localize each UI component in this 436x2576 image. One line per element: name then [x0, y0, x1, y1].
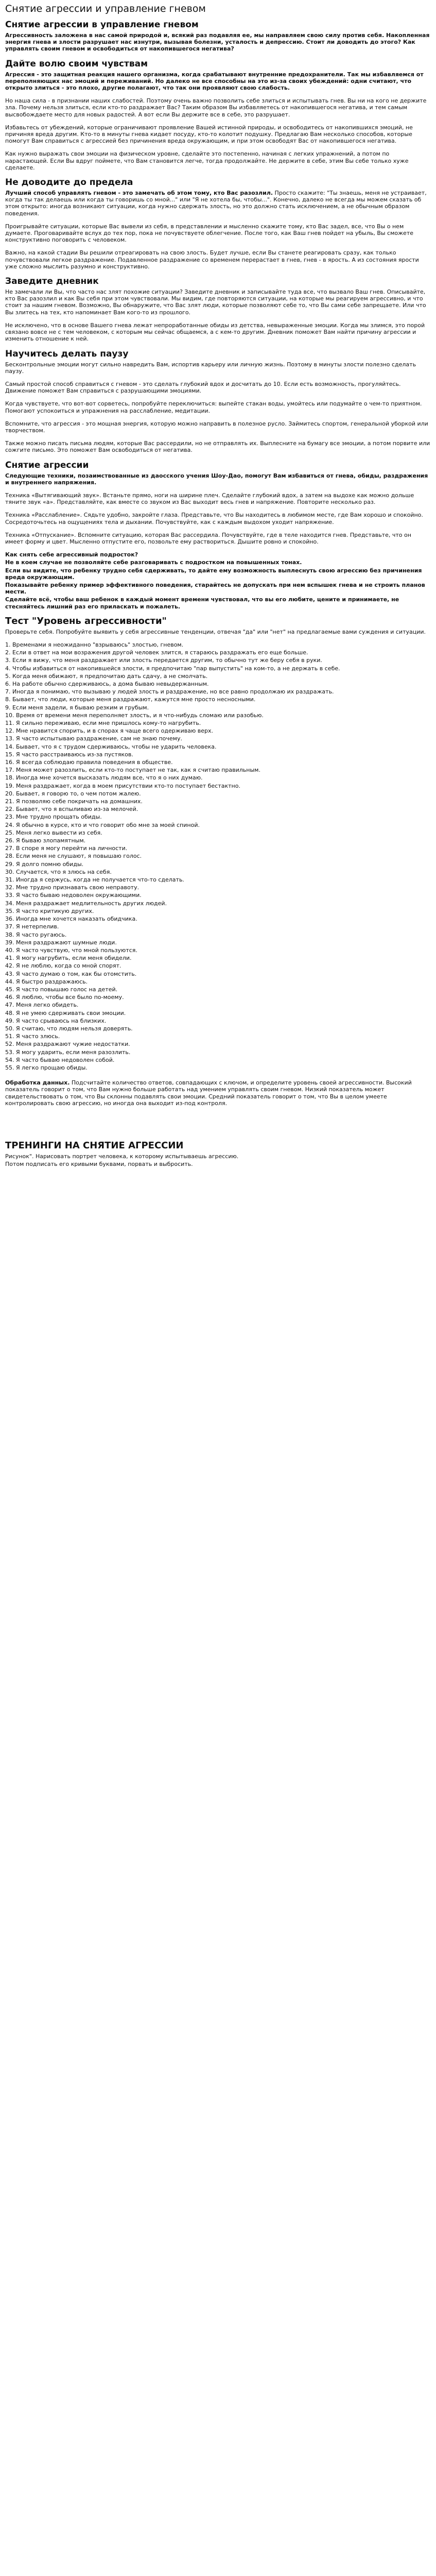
test-question: 35. Я часто критикую других. [5, 907, 94, 914]
intro-paragraph: Агрессивность заложена в нас самой природой и, всякий раз подавляя ее, мы направляем свою силу против себя. Накопленная энергия гнева и злости разрушает нас изнутри, вызывая болезни, усталость и депрессию. Стоит ли доводить до этого? Как управлять своим гневом и освободиться от накопившегося негатива? [5, 32, 430, 53]
pause-paragraph-1: Бесконтрольные эмоции могут сильно навредить Вам, испортив карьеру или личную жизнь. Поэтому в минуты злости полезно сделать паузу. [5, 361, 416, 375]
test-question: 30. Случается, что я злюсь на себя. [5, 868, 112, 875]
teen-tip: Не в коем случае не позволяйте себе разговаривать с подростком на повышенных тонах. [5, 559, 302, 566]
test-question: 41. Я могу нагрубить, если меня обидели. [5, 955, 132, 962]
test-question: 36. Иногда мне хочется наказать обидчика. [5, 916, 137, 923]
test-question: 1. Временами я неожиданно "взрываюсь" злостью, гневом. [5, 641, 184, 648]
test-question: 46. Я люблю, чтобы все было по-моему. [5, 994, 124, 1001]
test-question: 39. Меня раздражают шумные люди. [5, 939, 117, 946]
test-question: 23. Мне трудно прощать обиды. [5, 814, 102, 821]
test-question: 52. Меня раздражают чужие недостатки. [5, 1041, 130, 1048]
test-question: 43. Я часто думаю о том, как бы отомстить. [5, 970, 137, 977]
test-question: 27. В споре я могу перейти на личности. [5, 845, 128, 852]
test-question: 54. Я часто бываю недоволен собой. [5, 1056, 115, 1063]
section-heading-intro: Снятие агрессии в управление гневом [5, 20, 199, 30]
test-question: 12. Мне нравится спорить, и в спорах я чаще всего одерживаю верх. [5, 727, 214, 735]
trainings-paragraph-2: Потом подписать его кривыми буквами, порвать и выбросить. [5, 1161, 193, 1168]
feelings-paragraph-4: Как нужно выражать свои эмоции на физическом уровне, сделайте это постепенно, начиная с легких упражнений, а потом по нарастающей. Если Вы вдруг поймете, что Вам становится легче, тогда продолжайте. Не держите в себе, этим Вы себе только хуже сделаете. [5, 150, 409, 171]
teen-question: Как снять себе агрессивный подросток? [5, 551, 138, 558]
test-question: 22. Бывает, что я вспыливаю из-за мелочей. [5, 806, 138, 813]
feelings-paragraph-1: Агрессия - это защитная реакция нашего организма, когда срабатывают внутренние предохранители. Так мы избавляемся от переполняющих нас эмоций и переживаний. Но далеко не все способны на это из-за своих убеждений: одни считают, что открыто злиться - это плохо, другие полагают, что так они проявляют свою слабость. [5, 71, 424, 92]
test-question: 49. Я часто срываюсь на близких. [5, 1017, 107, 1024]
test-question: 33. Я часто бываю недоволен окружающими. [5, 892, 142, 899]
limit-paragraph-2: Проигрывайте ситуации, которые Вас вывели из себя, в представлении и мысленно скажите тому, кто Вас задел, все, что Вы о нем думаете. Проговаривайте вслух до тех пор, пока не почувствуете облегчение. После того, как Ваш гнев пойдет на убыль, Вы сможете конструктивно поговорить с человеком. [5, 223, 413, 244]
relief-paragraph-1: Следующие техники, позаимствованные из даосского учения Шоу-Дао, помогут Вам избавиться от гнева, обиды, раздражения и внутреннего напряжения. [5, 472, 428, 486]
test-question: 45. Я часто повышаю голос на детей. [5, 986, 118, 993]
test-question: 11. Я сильно переживаю, если мне пришлось кому-то нагрубить. [5, 720, 201, 727]
test-question: 44. Я быстро раздражаюсь. [5, 978, 88, 985]
page-title: Снятие агрессии и управление гневом [5, 3, 206, 14]
test-question: 48. Я не умею сдерживать свои эмоции. [5, 1009, 126, 1016]
test-question: 32. Мне трудно признавать свою неправоту. [5, 884, 139, 891]
test-question: 3. Если я вижу, что меня раздражает или злость передается другим, то обычно тут же беру себя в руки. [5, 657, 322, 664]
test-question: 2. Если в ответ на мои возражения другой человек злится, я стараюсь раздражать его еще больше. [5, 649, 308, 656]
test-question: 4. Чтобы избавиться от накопившейся злости, я предпочитаю "пар выпустить" на ком-то, а не держать в себе. [5, 665, 340, 672]
teen-tip: Если вы видите, что ребенку трудно себя сдерживать, то дайте ему возможность выплеснуть свою агрессию без причинения вреда окружающим. [5, 567, 422, 581]
section-heading-aggression-relief: Снятие агрессии [5, 460, 89, 470]
test-question: 34. Меня раздражает медлительность других людей. [5, 900, 167, 907]
feelings-paragraph-3: Избавьтесь от убеждений, которые ограничивают проявление Вашей истинной природы, и освободитесь от накопившихся эмоций, не причиняя вреда другим. Кто-то в минуты гнева кидает посуду, кто-то колотит подушку. Предлагаю Вам несколько способов, которые помогут Вам справиться с агрессией без причинения вреда окружающим, и при этом освободят Вас от накопившегося негатива. [5, 124, 413, 145]
test-question: 10. Время от времени меня переполняет злость, и я что-нибудь сломаю или разобью. [5, 711, 264, 719]
test-question: 24. Я обычно в курсе, кто и что говорит обо мне за моей спиной. [5, 821, 200, 828]
feelings-paragraph-2: Но наша сила - в признании наших слабостей. Поэтому очень важно позволить себе злиться и испытывать гнев. Вы ни на кого не держите зла. Почему нельзя злиться, если кто-то раздражает Вас? Таким образом Вы избавляетесь от накопившегося негатива, и тем самым высвобождаете место для новых радостей. А вот если Вы держите все в себе, это разрушает. [5, 97, 427, 118]
diary-paragraph-1: Не замечали ли Вы, что часто нас злят похожие ситуации? Заведите дневник и записывайте туда все, что вызвало Ваш гнев. Описывайте, кто Вас разозлил и как Вы себя при этом чувствовали. Мы видим, где повторяются ситуации, на которые мы реагируем агрессивно, и что стоит за нашим гневом. Возможно, Вы обнаружите, что Вас злят люди, которые позволяют себе то, что Вы сами себе запрещаете. Или что Вы злитесь на тех, кто напоминает Вам кого-то из прошлого. [5, 289, 426, 316]
teen-tip: Сделайте всё, чтобы ваш ребенок в каждый момент времени чувствовал, что вы его любите, цените и принимаете, не стесняйтесь лишний раз его приласкать и пожалеть. [5, 596, 399, 610]
test-question: 9. Если меня задели, я бываю резким и грубым. [5, 704, 149, 711]
test-question: 37. Я нетерпелив. [5, 923, 59, 930]
test-question: 5. Когда меня обижают, я предпочитаю дать сдачу, а не смолчать. [5, 672, 208, 680]
test-question: 38. Я часто ругаюсь. [5, 931, 67, 938]
section-heading-limit: Не доводите до предела [5, 177, 133, 188]
test-question: 15. Я часто расстраиваюсь из-за пустяков. [5, 751, 133, 758]
pause-paragraph-4: Вспомните, что агрессия - это мощная энергия, которую можно направить в полезное русло. Займитесь спортом, генеральной уборкой или творчеством. [5, 420, 428, 434]
section-heading-pause: Научитесь делать паузу [5, 348, 129, 359]
test-intro: Проверьте себя. Попробуйте выявить у себя агрессивные тенденции, отвечая "да" или "нет" на предлагаемые вами суждения и ситуации. [5, 628, 426, 635]
relief-paragraph-2: Техника «Вытягивающий звук». Встаньте прямо, ноги на ширине плеч. Сделайте глубокий вдох, а затем на выдохе как можно дольше тяните звук «а». Представляйте, как вместе со звуком из Вас выходит весь гнев и напряжение. Повторите несколько раз. [5, 492, 414, 506]
test-question: 8. Бывает, что люди, которые меня раздражают, кажутся мне просто несносными. [5, 696, 256, 703]
test-question: 50. Я считаю, что людям нельзя доверять. [5, 1025, 133, 1032]
test-question-list [5, 641, 431, 1071]
test-question: 40. Я часто чувствую, что мной пользуются. [5, 946, 137, 954]
test-question: 16. Я всегда соблюдаю правила поведения в обществе. [5, 759, 173, 766]
relief-paragraph-3: Техника «Расслабление». Сядьте удобно, закройте глаза. Представьте, что Вы находитесь в любимом месте, где Вам хорошо и спокойно. Сосредоточьтесь на ощущениях тела и дыхании. Почувствуйте, как с каждым выдохом уходит напряжение. [5, 512, 423, 526]
test-question: 55. Я легко прощаю обиды. [5, 1064, 88, 1071]
test-question: 28. Если меня не слушают, я повышаю голос. [5, 853, 142, 860]
section-heading-trainings: ТРЕНИНГИ НА СНЯТИЕ АГРЕССИИ [5, 1140, 184, 1151]
test-question: 7. Иногда я понимаю, что вызываю у людей злость и раздражение, но все равно продолжаю их раздражать. [5, 688, 334, 696]
test-question: 21. Я позволяю себе покричать на домашних. [5, 798, 143, 805]
section-heading-diary: Заведите дневник [5, 276, 99, 287]
test-question: 13. Я часто испытываю раздражение, сам не знаю почему. [5, 735, 182, 742]
test-question: 14. Бывает, что я с трудом сдерживаюсь, чтобы не ударить человека. [5, 743, 217, 750]
test-result-paragraph: Обработка данных. Подсчитайте количество ответов, совпадающих с ключом, и определите уровень своей агрессивности. Высокий показатель говорит о том, что Вам нужно больше работать над умением управлять своим гневом. Низкий показатель может свидетельствовать о том, что Вы склонны подавлять свои эмоции. Средний показатель говорит о том, что Вы в целом умеете контролировать свою агрессию, но иногда она выходит из-под контроля. [5, 1079, 412, 1107]
pause-paragraph-3: Когда чувствуете, что вот-вот сорветесь, попробуйте переключиться: выпейте стакан воды, умойтесь или подумайте о чем-то приятном. Помогают успокоиться и упражнения на расслабление, медитации. [5, 400, 422, 414]
test-question: 26. Я бываю злопамятным. [5, 837, 86, 844]
section-heading-feelings: Дайте волю своим чувствам [5, 58, 148, 69]
pause-paragraph-2: Самый простой способ справиться с гневом - это сделать глубокий вдох и досчитать до 10. Если есть возможность, прогуляйтесь. Движение поможет Вам справиться с разрушающими эмоциями. [5, 380, 401, 395]
test-question: 17. Меня может разозлить, если кто-то поступает не так, как я считаю правильным. [5, 767, 260, 774]
test-question: 18. Иногда мне хочется высказать людям все, что я о них думаю. [5, 774, 203, 782]
limit-paragraph-3: Важно, на какой стадии Вы решили отреагировать на свою злость. Будет лучше, если Вы станете реагировать сразу, как только почувствовали легкое раздражение. Подавленное раздражение со временем перерастает в гнев, гнев - в ярость. А из состояния ярости уже сложно мыслить разумно и конструктивно. [5, 249, 419, 270]
relief-paragraph-4: Техника «Отпускание». Вспомните ситуацию, которая Вас рассердила. Почувствуйте, где в теле находится гнев. Представьте, что он имеет форму и цвет. Мысленно отпустите его, позвольте ему раствориться. Дышите ровно и спокойно. [5, 531, 411, 545]
test-question: 31. Иногда я сержусь, когда не получается что-то сделать. [5, 876, 184, 884]
test-question: 19. Меня раздражает, когда в моем присутствии кто-то поступает бестактно. [5, 782, 240, 789]
pause-paragraph-5: Также можно писать письма людям, которые Вас рассердили, но не отправлять их. Выплесните на бумагу все эмоции, а потом порвите или сожгите письмо. Это поможет Вам освободиться от негатива. [5, 440, 430, 454]
test-question: 25. Меня легко вывести из себя. [5, 829, 102, 836]
test-question: 6. На работе обычно сдерживаюсь, а дома бываю невыдержанным. [5, 681, 209, 687]
test-question: 20. Бывает, я говорю то, о чем потом жалею. [5, 790, 141, 797]
teen-tip: Показывайте ребенку пример эффективного поведения, старайтесь не допускать при нем вспышек гнева и не строить планов мести. [5, 581, 425, 596]
article [5, 0, 431, 1189]
spacer [5, 1113, 431, 1136]
test-question: 53. Я могу ударить, если меня разозлить. [5, 1048, 131, 1056]
test-question: 47. Меня легко обидеть. [5, 1002, 79, 1009]
section-heading-test: Тест "Уровень агрессивности" [5, 615, 167, 626]
test-question: 42. Я не люблю, когда со мной спорят. [5, 962, 121, 970]
limit-paragraph-1: Лучший способ управлять гневом - это замечать об этом тому, кто Вас разозлил. Просто скажите: "Ты знаешь, меня не устраивает, когда ты так делаешь или когда ты говоришь со мной..." или "Я не хотела бы, чтобы...". Конечно, далеко не всегда мы можем сказать об этом открыто: иногда возникают ситуации, когда нужно сдержать злость, но это должно стать исключением, а не обычным образом поведения. [5, 190, 427, 217]
test-question: 51. Я часто злюсь. [5, 1033, 60, 1040]
test-question: 29. Я долго помню обиды. [5, 860, 84, 868]
diary-paragraph-2: Не исключено, что в основе Вашего гнева лежат непроработанные обиды из детства, невыраженные эмоции. Когда мы злимся, это порой связано вовсе не с тем человеком, с которым мы сейчас общаемся, а с кем-то другим. Дневник поможет Вам найти причину агрессии и изменить отношение к ней. [5, 321, 425, 343]
trainings-paragraph-1: Рисунок". Нарисовать портрет человека, к которому испытываешь агрессию. [5, 1153, 239, 1160]
